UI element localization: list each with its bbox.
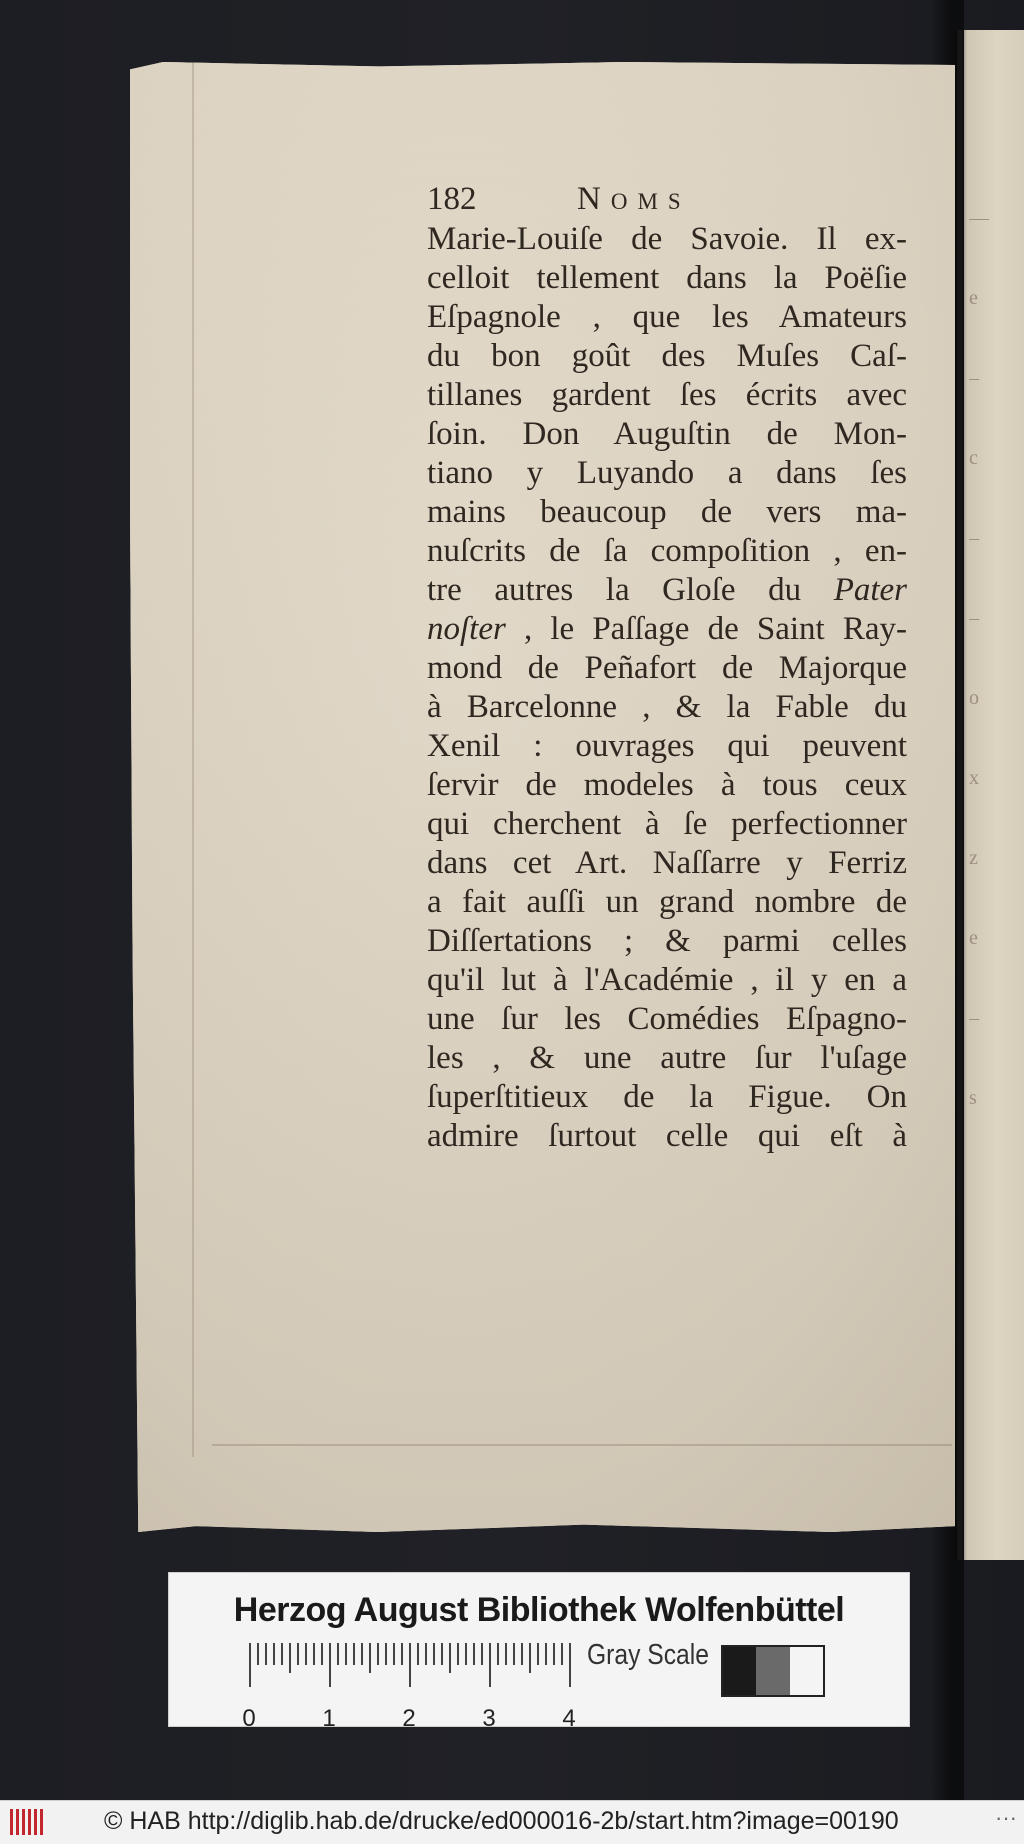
italic-word: Pater — [833, 572, 908, 608]
page-fold-line — [212, 1444, 952, 1446]
text-line: ſoin. Don Auguſtin de Mon- — [427, 416, 907, 452]
text-line: dans cet Art. Naſſarre y Ferriz — [427, 845, 907, 881]
ruler-tick — [529, 1643, 531, 1673]
status-bar — [0, 1800, 1024, 1844]
text-line: Eſpagnole , que les Amateurs — [427, 299, 907, 335]
text-line: nuſcrits de ſa compoſition , en- — [427, 533, 907, 569]
ruler-tick — [265, 1643, 267, 1665]
ruler-tick — [489, 1643, 491, 1687]
ruler-tick — [281, 1643, 283, 1665]
ruler-tick — [513, 1643, 515, 1665]
text-line: qui cherchent à ſe perfectionner — [427, 806, 907, 842]
text-line: du bon goût des Muſes Caſ- — [427, 338, 907, 374]
ruler-tick — [441, 1643, 443, 1665]
ruler-tick — [545, 1643, 547, 1665]
ruler-tick — [449, 1643, 451, 1673]
ruler-tick — [393, 1643, 395, 1665]
ruler-number: 4 — [562, 1705, 576, 1732]
ruler-tick — [457, 1643, 459, 1665]
ruler-tick — [361, 1643, 363, 1665]
ruler-tick — [473, 1643, 475, 1665]
ruler-tick — [417, 1643, 419, 1665]
text-line: Xenil : ouvrages qui peuvent — [427, 728, 907, 764]
ruler-tick — [257, 1643, 259, 1665]
ruler-tick — [505, 1643, 507, 1665]
text-line: une ſur les Comédies Eſpagno- — [427, 1001, 907, 1037]
ruler-tick — [297, 1643, 299, 1665]
gray-scale-swatches — [721, 1645, 825, 1697]
page-number: 182 — [427, 181, 477, 217]
ruler-tick — [561, 1643, 563, 1665]
ruler-tick — [433, 1643, 435, 1665]
adjacent-page-edge: — e – c – – o x z e – s — [955, 30, 1024, 1560]
text-line: Diſſertations ; & parmi celles — [427, 923, 907, 959]
ruler-tick — [329, 1643, 331, 1687]
ruler-number: 3 — [482, 1705, 496, 1732]
scale-ruler — [242, 1643, 579, 1732]
ruler-tick — [385, 1643, 387, 1665]
ruler-tick — [481, 1643, 483, 1665]
ruler-tick — [409, 1643, 411, 1687]
text-line: qu'il lut à l'Académie , il y en a — [427, 962, 907, 998]
institution-name: Herzog August Bibliothek Wolfenbüttel — [233, 1591, 845, 1629]
ruler-tick — [249, 1643, 251, 1687]
ruler-tick — [353, 1643, 355, 1665]
ruler-tick — [465, 1643, 467, 1665]
calibration-card — [168, 1572, 910, 1732]
text-fragment: , le Paſſage de Saint Ray- — [523, 611, 907, 647]
text-line: admire ſurtout celle qui eſt à — [427, 1118, 907, 1154]
text-line: ſuperſtitieux de la Figue. On — [427, 1079, 907, 1115]
text-line: à Barcelonne , & la Fable du — [427, 689, 907, 725]
text-line: mond de Peñafort de Majorque — [427, 650, 907, 686]
text-line: a fait auſſi un grand nombre de — [427, 884, 907, 920]
ruler-tick — [289, 1643, 291, 1673]
text-line-mixed — [427, 610, 907, 649]
ruler-tick — [369, 1643, 371, 1673]
text-fragment: tre autres la Gloſe du — [427, 572, 802, 608]
gray-swatch — [756, 1647, 789, 1695]
ruler-tick — [313, 1643, 315, 1665]
ruler-number: 1 — [322, 1705, 336, 1732]
italic-word: noſter — [427, 611, 506, 647]
hab-logo-icon — [10, 1809, 46, 1835]
ruler-tick — [569, 1643, 571, 1687]
ruler-tick — [305, 1643, 307, 1665]
ruler-number: 0 — [242, 1705, 256, 1732]
text-line: tiano y Luyando a dans ſes — [427, 455, 907, 491]
ruler-tick — [273, 1643, 275, 1665]
ruler-tick — [537, 1643, 539, 1665]
running-title: Noms — [577, 181, 691, 217]
ruler-number: 2 — [402, 1705, 416, 1732]
text-line-mixed — [427, 571, 907, 610]
ruler-tick — [521, 1643, 523, 1665]
ruler-tick — [401, 1643, 403, 1665]
page-fold-line — [192, 62, 194, 1457]
text-line: Marie-Louiſe de Savoie. Il ex- — [427, 221, 907, 257]
ruler-tick — [321, 1643, 323, 1665]
text-line: tillanes gardent ſes écrits avec — [427, 377, 907, 413]
text-line: les , & une autre ſur l'uſage — [427, 1040, 907, 1076]
text-line: ſervir de modeles à tous ceux — [427, 767, 907, 803]
ruler-tick — [337, 1643, 339, 1665]
more-icon[interactable]: ··· — [995, 1805, 1017, 1830]
ruler-tick — [345, 1643, 347, 1665]
text-line: celloit tellement dans la Poëſie — [427, 260, 907, 296]
running-head — [297, 177, 917, 221]
gray-scale-label: Gray Scale — [587, 1639, 709, 1671]
status-url[interactable]: © HAB http://diglib.hab.de/drucke/ed000016-2b/start.htm?image=00190 — [104, 1807, 899, 1835]
gray-swatch — [790, 1647, 823, 1695]
ruler-tick — [377, 1643, 379, 1665]
gray-swatch — [723, 1647, 756, 1695]
text-line: mains beaucoup de vers ma- — [427, 494, 907, 530]
ruler-tick — [425, 1643, 427, 1665]
ruler-tick — [497, 1643, 499, 1665]
ruler-tick — [553, 1643, 555, 1665]
